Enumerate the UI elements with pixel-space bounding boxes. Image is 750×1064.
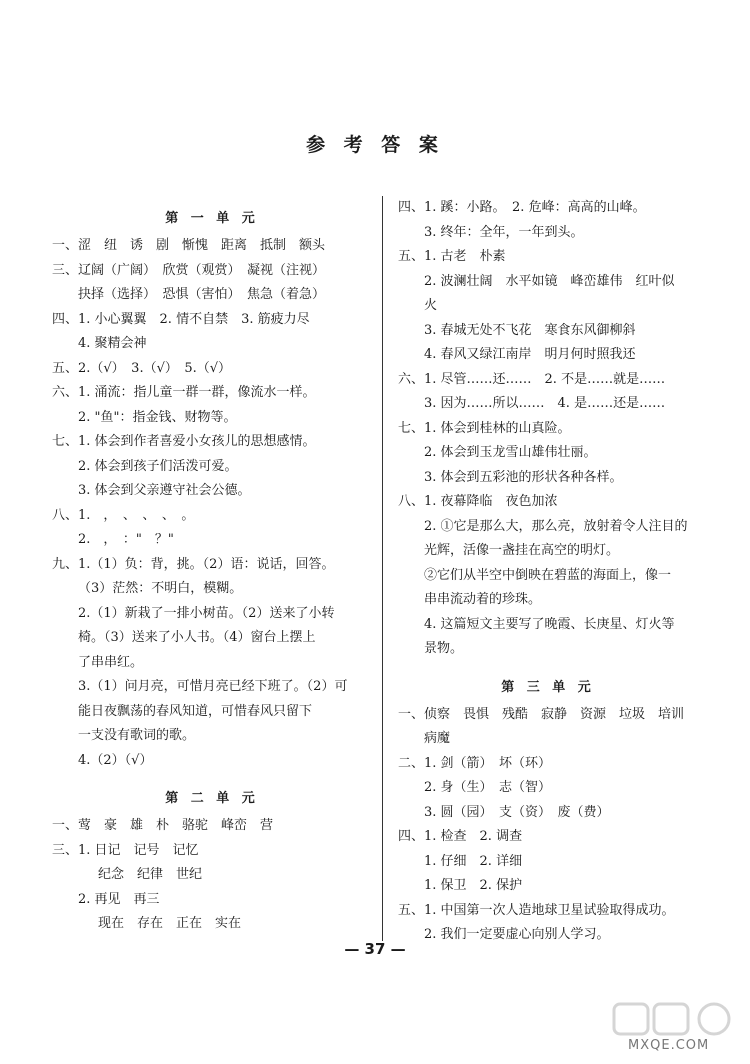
answer-line: 六、1. 涌流：指儿童一群一群，像流水一样。 [52, 385, 316, 400]
answer-line: 椅。（3）送来了小人书。（4）窗台上摆上 [78, 630, 316, 645]
left-column [52, 203, 372, 937]
answer-line: 四、1. 蹊：小路。 2. 危峰：高高的山峰。 [398, 200, 646, 215]
answer-line: 2. 波澜壮阔 水平如镜 峰峦雄伟 红叶似 [424, 273, 675, 289]
answer-line: 五、1. 中国第一次人造地球卫星试验取得成功。 [398, 902, 675, 918]
answer-line: 1. 仔细 2. 详细 [424, 853, 523, 869]
answer-line: 3. 终年：全年，一年到头。 [424, 224, 584, 240]
answer-line: ②它们从半空中倒映在碧蓝的海面上，像一 [424, 567, 672, 583]
answer-line: 光辉，活像一盏挂在高空的明灯。 [424, 543, 620, 558]
answer-line: 3. 因为……所以…… 4. 是……还是…… [424, 396, 666, 411]
answer-line: 2. ， ：" ？" [78, 532, 174, 547]
unit-2-heading: 第 二 单 元 [165, 791, 259, 806]
answer-line: 四、1. 小心翼翼 2. 情不自禁 3. 筋疲力尽 [52, 311, 310, 327]
answer-line: 五、2.（√） 3.（√） 5.（√） [52, 360, 232, 376]
answer-line: 现在 存在 正在 实在 [98, 916, 242, 931]
answer-line: 2. 体会到孩子们活泼可爱。 [78, 458, 238, 474]
answer-line: 六、1. 尽管……还…… 2. 不是……就是…… [398, 371, 666, 387]
answer-line: 五、1. 古老 朴素 [398, 249, 506, 264]
answer-line: 4. 这篇短文主要写了晚霞、长庚星、灯火等 [424, 616, 675, 632]
page-number: — 37 — [344, 940, 406, 958]
answer-line: 七、1. 体会到桂林的山真险。 [398, 420, 571, 436]
answer-line: 病魔 [424, 731, 451, 746]
answer-line: 九、1.（1）负：背，挑。（2）语：说话，回答。 [52, 556, 335, 572]
answer-line: 4. 春风又绿江南岸 明月何时照我还 [424, 347, 636, 362]
column-divider [382, 196, 383, 941]
answer-line: 二、1. 剑（箭） 坏（环） [398, 755, 552, 771]
answer-line: 1. 保卫 2. 保护 [424, 878, 523, 893]
answer-line: 4.（2）（√） [78, 752, 153, 768]
answer-line: 串串流动着的珍珠。 [424, 592, 542, 607]
answer-line: 3.（1）问月亮，可惜月亮已经下班了。（2）可 [78, 679, 348, 694]
answer-line: 四、1. 检查 2. 调查 [398, 829, 523, 844]
answer-line: 了串串红。 [78, 654, 144, 670]
answer-line: 2. 身（生） 志（智） [424, 780, 552, 795]
answer-line: 2. 再见 再三 [78, 891, 160, 907]
answer-line: 2. 我们一定要虚心向别人学习。 [424, 927, 610, 942]
answer-line: 八、1. ， 、 、 、 。 [52, 507, 195, 523]
answer-line: 3. 体会到五彩池的形状各种各样。 [424, 469, 623, 485]
answer-line: 一、莺 豪 雄 朴 骆驼 峰峦 营 [52, 818, 274, 833]
answer-line: 纪念 纪律 世纪 [98, 867, 203, 882]
answer-line: 八、1. 夜幕降临 夜色加浓 [398, 494, 558, 509]
answer-line: 4. 聚精会神 [78, 336, 147, 351]
answer-line: 2. ①它是那么大，那么亮，放射着令人注目的 [424, 518, 688, 534]
page-title: 参 考 答 案 [306, 134, 444, 156]
answer-line: 2. 体会到玉龙雪山雄伟壮丽。 [424, 445, 597, 460]
unit-3-heading: 第 三 单 元 [501, 679, 595, 695]
answer-line: 一、涩 纽 诱 剧 惭愧 距离 抵制 额头 [52, 238, 326, 253]
right-column [398, 196, 698, 948]
answer-line: （3）茫然：不明白，模糊。 [78, 581, 243, 596]
answer-line: 景物。 [424, 641, 464, 656]
answer-line: 抉择（选择） 恐惧（害怕） 焦急（着急） [78, 287, 326, 302]
answer-line: 2. "鱼"：指金钱、财物等。 [78, 409, 237, 425]
answer-line: 一支没有歌词的歌。 [78, 728, 196, 743]
watermark-text: MXQE.COM [628, 1038, 710, 1053]
answer-line: 能日夜飘荡的春风知道，可惜春风只留下 [78, 703, 313, 719]
answer-line: 火 [424, 298, 438, 313]
answer-line: 一、侦察 畏惧 残酷 寂静 资源 垃圾 培训 [398, 706, 685, 722]
answer-line: 三、辽阔（广阔） 欣赏（观赏） 凝视（注视） [52, 262, 326, 278]
answer-line: 3. 圆（园） 支（资） 废（费） [424, 804, 610, 820]
answer-line: 3. 春城无处不飞花 寒食东风御柳斜 [424, 322, 636, 338]
unit-1-heading: 第 一 单 元 [165, 211, 259, 226]
answer-line: 三、1. 日记 记号 记忆 [52, 842, 199, 858]
answer-line: 2.（1）新栽了一排小树苗。（2）送来了小转 [78, 605, 335, 621]
answer-line: 七、1. 体会到作者喜爱小女孩儿的思想感情。 [52, 434, 316, 449]
answer-line: 3. 体会到父亲遵守社会公德。 [78, 483, 251, 498]
